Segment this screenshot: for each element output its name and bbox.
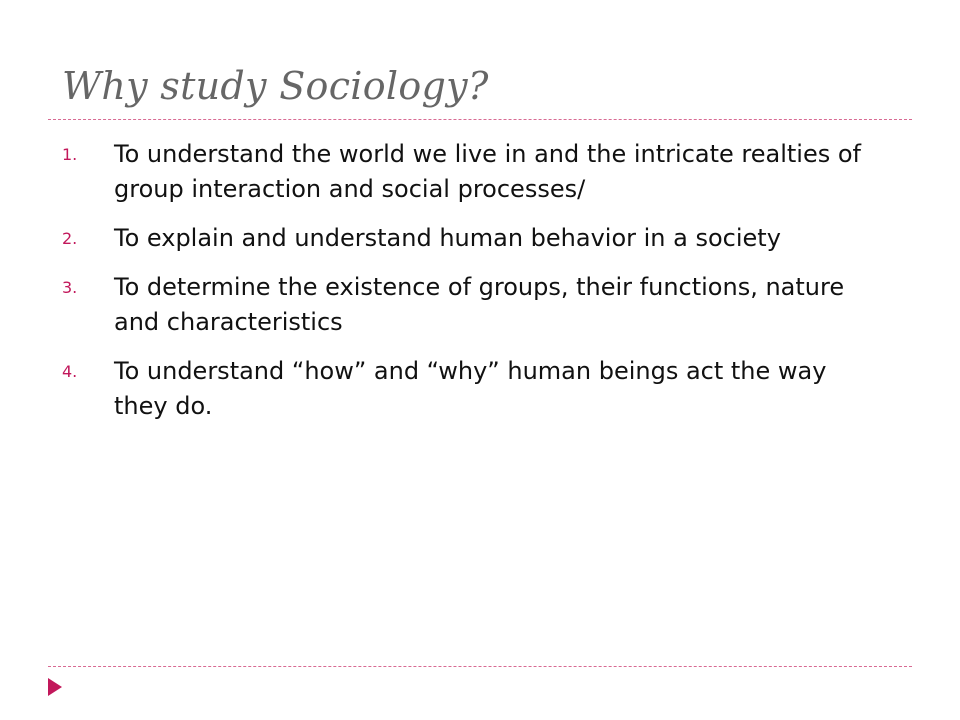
list-item-text: To understand “how” and “why” human beings act the way they do. xyxy=(114,357,827,420)
list-item-number: 4. xyxy=(62,362,78,381)
list-item-number: 2. xyxy=(62,229,78,248)
list-item-text: To understand the world we live in and the intricate realties of group interaction and social processes/ xyxy=(114,140,861,203)
title-divider xyxy=(48,119,912,120)
footer-divider xyxy=(48,666,912,667)
numbered-list xyxy=(62,137,862,438)
list-item xyxy=(62,354,862,424)
slide-title: Why study Sociology? xyxy=(62,64,489,108)
list-item-number: 3. xyxy=(62,278,78,297)
list-item-text: To determine the existence of groups, their functions, nature and characteristics xyxy=(114,273,845,336)
list-item xyxy=(62,137,862,207)
list-item xyxy=(62,270,862,340)
list-item-number: 1. xyxy=(62,145,78,164)
play-arrow-icon xyxy=(48,678,62,696)
list-item xyxy=(62,221,862,256)
list-item-text: To explain and understand human behavior in a society xyxy=(114,224,781,252)
